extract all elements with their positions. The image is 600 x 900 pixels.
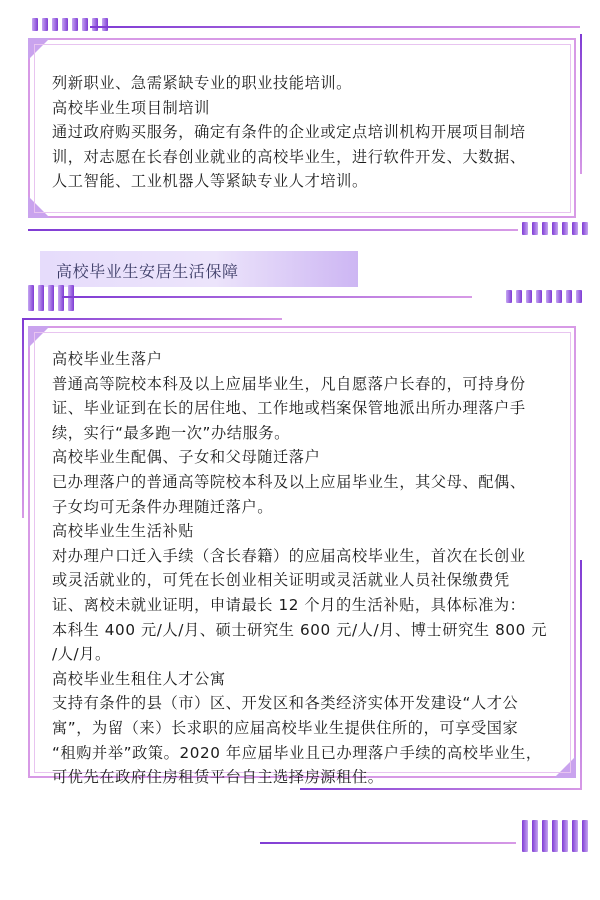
decorative-line-bottom <box>260 842 516 844</box>
corner-triangle-bottom-left <box>28 196 50 218</box>
text-line: 对办理户口迁入手续（含长春籍）的应届高校毕业生，首次在长创业 <box>52 546 526 565</box>
box1-text <box>52 71 560 194</box>
text-line: 续，实行“最多跑一次”办结服务。 <box>52 423 290 442</box>
corner-triangle-top-left <box>28 38 50 60</box>
decorative-line-mid <box>28 229 518 231</box>
decorative-line-right-1 <box>580 34 582 174</box>
text-line: 列新职业、急需紧缺专业的职业技能培训。 <box>52 74 352 92</box>
decorative-bars-left <box>28 285 74 311</box>
text-line: 可优先在政府住房租赁平台自主选择房源租住。 <box>52 768 384 787</box>
decorative-bars-right-1 <box>522 222 588 235</box>
text-line: 本科生 400 元/人/月、硕士研究生 600 元/人/月、博士研究生 800 元 <box>52 620 548 639</box>
decorative-line-section <box>62 296 472 298</box>
text-line: 寓”，为留（来）长求职的应届高校毕业生提供住所的，可享受国家 <box>52 718 519 737</box>
subheading-talent-apartment: 高校毕业生租住人才公寓 <box>52 669 226 688</box>
text-line: 子女均可无条件办理随迁落户。 <box>52 497 274 516</box>
text-line: 训，对志愿在长春创业就业的高校毕业生，进行软件开发、大数据、 <box>52 147 526 166</box>
corner-triangle-top-left-2 <box>28 326 50 348</box>
section-title: 高校毕业生安居生活保障 <box>56 262 239 281</box>
box2-text <box>52 347 560 790</box>
text-line: 通过政府购买服务，确定有条件的企业或定点培训机构开展项目制培 <box>52 123 526 142</box>
decorative-line-right-2 <box>580 560 582 790</box>
section-title-bar <box>40 251 358 287</box>
decorative-line-top-2 <box>22 318 282 320</box>
decorative-bars-bottom-right <box>522 820 588 852</box>
text-line: 普通高等院校本科及以上应届毕业生，凡自愿落户长春的，可持身份 <box>52 374 526 393</box>
text-line: 支持有条件的县（市）区、开发区和各类经济实体开发建设“人才公 <box>52 694 519 713</box>
text-line: 证、离校未就业证明，申请最长 12 个月的生活补贴，具体标准为： <box>52 595 526 614</box>
text-line: 证、毕业证到在长的居住地、工作地或档案保管地派出所办理落户手 <box>52 399 526 418</box>
decorative-bars-right-2 <box>506 290 582 303</box>
subheading-family-settlement: 高校毕业生配偶、子女和父母随迁落户 <box>52 448 321 467</box>
text-line: 或灵活就业的，可凭在长创业相关证明或灵活就业人员社保缴费凭 <box>52 571 510 590</box>
subheading-project-training: 高校毕业生项目制培训 <box>52 98 210 117</box>
text-line: /人/月。 <box>52 645 111 664</box>
decorative-bars-top-left <box>32 18 108 31</box>
text-line: “租购并举”政策。2020 年应届毕业且已办理落户手续的高校毕业生， <box>52 743 542 762</box>
decorative-line-left-2 <box>22 318 24 518</box>
text-line: 人工智能、工业机器人等紧缺专业人才培训。 <box>52 172 368 191</box>
decorative-line-top <box>90 26 580 28</box>
text-line: 已办理落户的普通高等院校本科及以上应届毕业生，其父母、配偶、 <box>52 472 526 491</box>
subheading-living-subsidy: 高校毕业生生活补贴 <box>52 522 195 541</box>
subheading-settlement: 高校毕业生落户 <box>52 350 163 368</box>
